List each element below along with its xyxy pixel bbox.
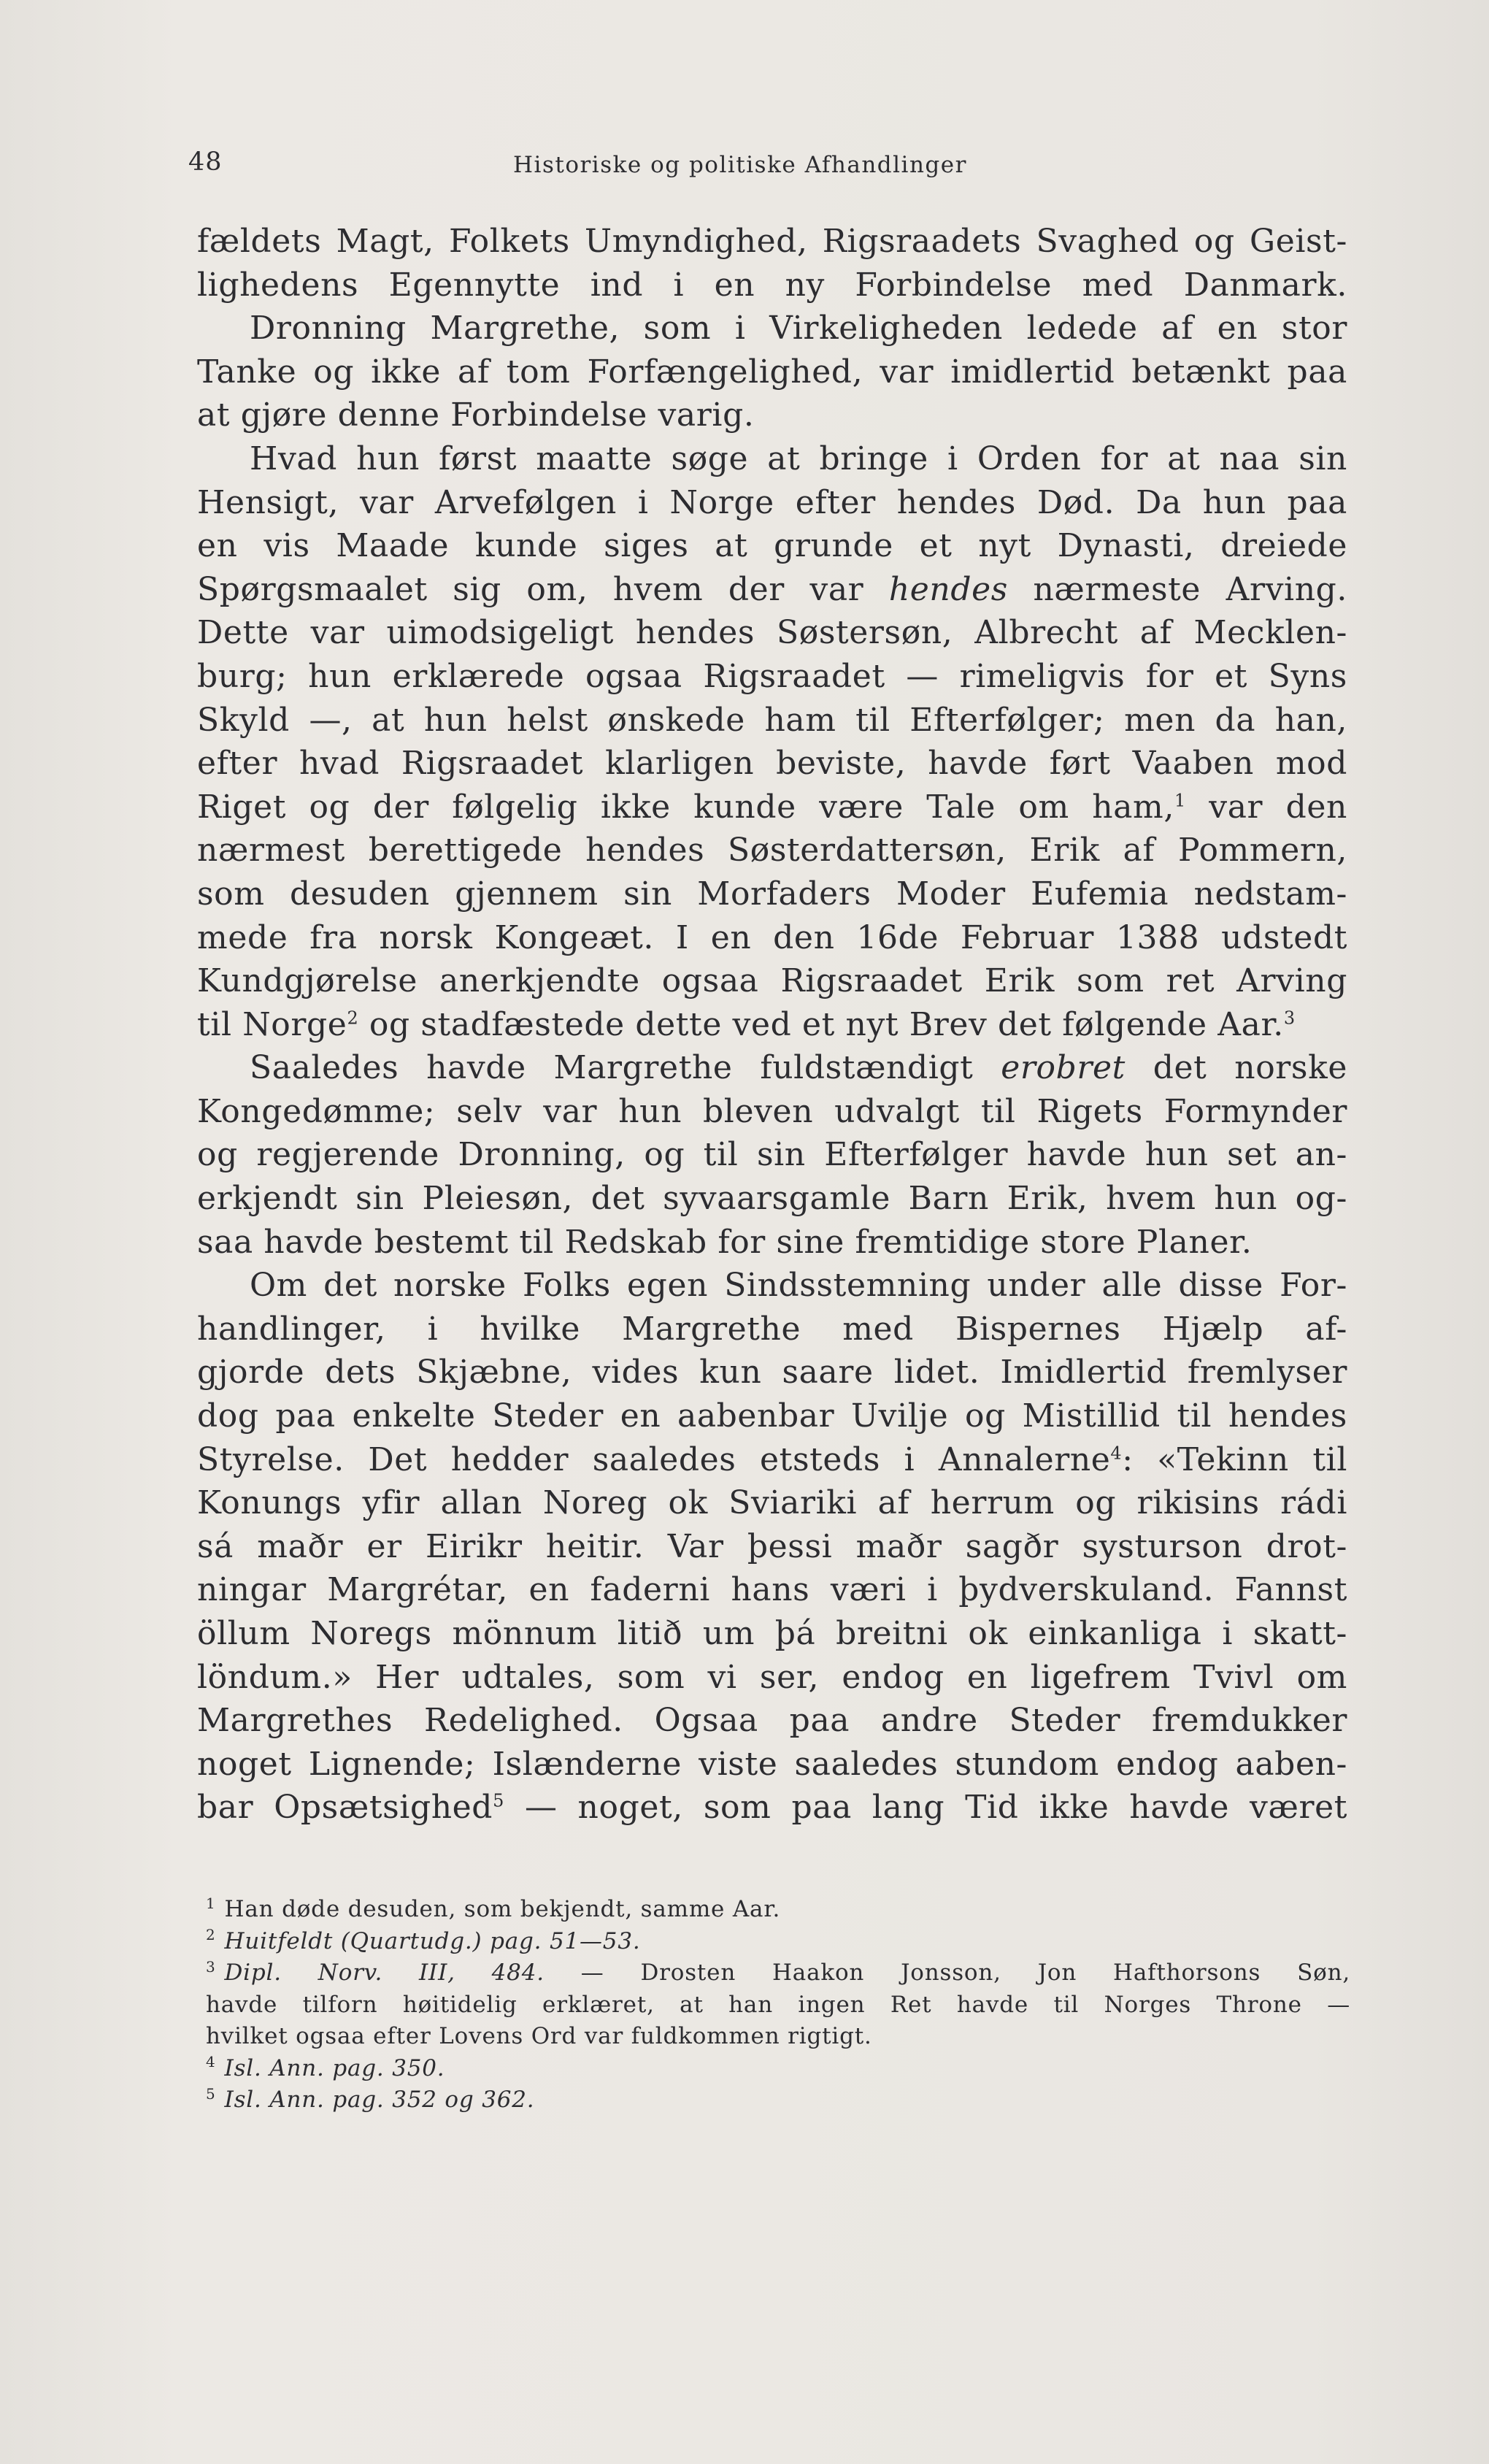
text-line — [197, 1786, 1347, 1830]
footnote-1 — [206, 1894, 1350, 1926]
text-line: handlinger, i hvilke Margrethe med Bispernes Hjælp af- — [197, 1310, 1347, 1348]
footnote-number: 1 — [206, 1894, 216, 1912]
footnote-ref: 1 — [1174, 790, 1186, 811]
text-line — [197, 1438, 1347, 1482]
footnote-number: 5 — [206, 2084, 216, 2103]
text-line: og regjerende Dronning, og til sin Efterfølger havde hun set an- — [197, 1136, 1347, 1174]
page-number: 48 — [188, 147, 223, 177]
text-line: noget Lignende; Islænderne viste saaledes stundom endog aaben- — [197, 1745, 1347, 1783]
text-line: mede fra norsk Kongeæt. I en den 16de Februar 1388 udstedt — [197, 918, 1347, 956]
text-line: Om det norske Folks egen Sindsstemning under alle disse For- — [250, 1267, 1347, 1305]
text-run: Saaledes havde Margrethe fuldstændigt — [250, 1049, 1001, 1087]
text-line: Tanke og ikke af tom Forfængelighed, var imidlertid betænkt paa — [197, 353, 1347, 391]
footnote-ref: 3 — [1283, 1008, 1296, 1029]
text-line: saa havde bestemt til Redskab for sine fremtidige store Planer. — [197, 1223, 1253, 1261]
text-run: Styrelse. Det hedder saaledes etsteds i Annalerne — [197, 1440, 1111, 1478]
footnote-3 — [206, 1957, 1350, 1989]
footnote-ref: 4 — [1110, 1442, 1123, 1463]
text-line: burg; hun erklærede ogsaa Rigsraadet — rimeligvis for et Syns — [197, 657, 1347, 695]
footnote-text: Isl. Ann. pag. 350. — [224, 2054, 445, 2081]
text-line: som desuden gjennem sin Morfaders Moder Eufemia nedstam- — [197, 875, 1347, 913]
text-line: Skyld —, at hun helst ønskede ham til Efterfølger; men da han, — [197, 701, 1347, 739]
text-run: var den — [1185, 788, 1347, 826]
text-line: Hvad hun først maatte søge at bringe i Orden for at naa sin — [250, 440, 1347, 477]
footnote-5 — [206, 2084, 1350, 2116]
footnote-text: — Drosten Haakon Jonsson, Jon Hafthorsons Søn, — [544, 1960, 1350, 1986]
text-line: at gjøre denne Forbindelse varig. — [197, 396, 755, 434]
text-line: gjorde dets Skjæbne, vides kun saare lidet. Imidlertid fremlyser — [197, 1354, 1347, 1392]
text-line: Hensigt, var Arvefølgen i Norge efter hendes Død. Da hun paa — [197, 483, 1347, 521]
text-line: Kundgjørelse anerkjendte ogsaa Rigsraadet Erik som ret Arving — [197, 962, 1347, 1000]
text-line: Kongedømme; selv var hun bleven udvalgt til Rigets Formynder — [197, 1092, 1347, 1130]
text-run: bar Opsætsighed — [197, 1789, 493, 1827]
text-run: : «Tekinn til — [1122, 1440, 1347, 1478]
text-run: Riget og der følgelig ikke kunde være Tale om ham, — [197, 788, 1174, 826]
footnote-3-continued: hvilket ogsaa efter Lovens Ord var fuldkommen rigtigt. — [206, 2023, 872, 2049]
text-line: nærmest berettigede hendes Søsterdattersøn, Erik af Pommern, — [197, 832, 1347, 870]
text-run: nærmeste Arving. — [1007, 570, 1347, 608]
text-line: löndum.» Her udtales, som vi ser, endog en ligefrem Tvivl om — [197, 1658, 1347, 1696]
footnotes — [206, 1894, 1350, 2116]
text-line: erkjendt sin Pleiesøn, det syvaarsgamle Barn Erik, hvem hun og- — [197, 1180, 1347, 1218]
text-line: fældets Magt, Folkets Umyndighed, Rigsraadets Svaghed og Geist- — [197, 223, 1347, 260]
italic-word: erobret — [1001, 1049, 1126, 1087]
text-line — [197, 568, 1347, 612]
footnote-2 — [206, 1926, 1350, 1958]
text-line: lighedens Egennytte ind i en ny Forbindelse med Danmark. — [197, 266, 1347, 304]
running-title: Historiske og politiske Afhandlinger — [513, 152, 967, 178]
text-line: Margrethes Redelighed. Ogsaa paa andre Steder fremdukker — [197, 1702, 1347, 1740]
footnote-text: Han døde desuden, som bekjendt, samme Aar. — [224, 1896, 781, 1922]
text-line: sá maðr er Eirikr heitir. Var þessi maðr sagðr systurson drot- — [197, 1527, 1347, 1565]
text-line — [197, 786, 1347, 829]
text-line: Konungs yfir allan Noreg ok Sviariki af herrum og rikisins rádi — [197, 1484, 1347, 1522]
footnote-number: 2 — [206, 1926, 216, 1944]
text-line: Dette var uimodsigeligt hendes Søstersøn, Albrecht af Mecklen- — [197, 614, 1347, 652]
text-line: en vis Maade kunde siges at grunde et nyt Dynasti, dreiede — [197, 527, 1347, 565]
footnote-3-continued: havde tilforn høitidelig erklæret, at han ingen Ret havde til Norges Throne — — [206, 1991, 1350, 2018]
text-line: Dronning Margrethe, som i Virkeligheden ledede af en stor — [250, 310, 1347, 348]
text-line — [197, 1003, 1347, 1047]
footnote-number: 4 — [206, 2053, 216, 2071]
text-line: ningar Margrétar, en faderni hans væri i þydverskuland. Fannst — [197, 1571, 1347, 1609]
text-run: til Norge — [197, 1005, 347, 1043]
text-line: öllum Noregs mönnum litið um þá breitni ok einkanliga i skatt- — [197, 1615, 1347, 1652]
text-line: dog paa enkelte Steder en aabenbar Uvilje og Mistillid til hendes — [197, 1397, 1347, 1435]
text-run: — noget, som paa lang Tid ikke havde været — [504, 1789, 1347, 1827]
text-line — [197, 1046, 1347, 1090]
text-run: Spørgsmaalet sig om, hvem der var — [197, 570, 889, 608]
footnote-number: 3 — [206, 1957, 216, 1976]
italic-word: hendes — [888, 570, 1008, 608]
text-line: efter hvad Rigsraadet klarligen beviste, havde ført Vaaben mod — [197, 745, 1347, 783]
footnote-text: Huitfeldt (Quartudg.) pag. 51—53. — [224, 1927, 641, 1954]
text-run: det norske — [1125, 1049, 1348, 1087]
footnote-4 — [206, 2053, 1350, 2085]
body-text — [197, 220, 1347, 1830]
page-header — [188, 147, 1026, 191]
footnote-ref: 2 — [347, 1008, 359, 1029]
footnote-source: Dipl. Norv. III, 484. — [224, 1960, 545, 1986]
text-run: og stadfæstede dette ved et nyt Brev det følgende Aar. — [358, 1005, 1284, 1043]
footnote-text: Isl. Ann. pag. 352 og 362. — [224, 2087, 535, 2113]
footnote-ref: 5 — [493, 1790, 504, 1811]
